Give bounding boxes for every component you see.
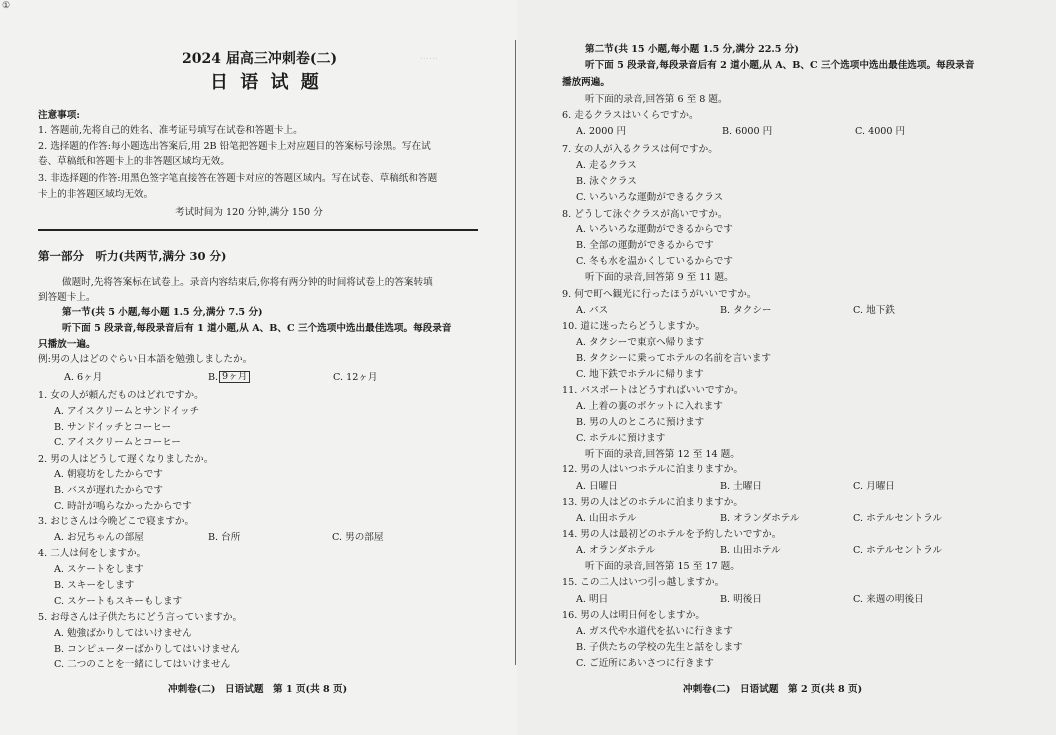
question: 1. 女の人が頼んだものはどれですか。 — [38, 390, 204, 401]
example-option: B. — [208, 372, 219, 383]
section2-intro: 听下面 5 段录音,每段录音后有 2 道小题,从 A、B、C 三个选项中选出最佳选项。每段录音 — [585, 60, 975, 71]
question: 11. パスポートはどうすればいいですか。 — [562, 385, 744, 396]
question: 15. この二人はいつ引っ越しますか。 — [562, 577, 725, 588]
group-lead: 听下面的录音,回答第 15 至 17 题。 — [585, 561, 740, 572]
option: C. いろいろな運動ができるクラス — [576, 192, 724, 203]
question: 3. おじさんは今晩どこで寝ますか。 — [38, 516, 195, 527]
example-answer-box: 9ヶ月 — [219, 371, 250, 383]
example-question: 例:男の人はどのぐらい日本語を勉強しましたか。 — [38, 354, 253, 365]
option: B. サンドイッチとコーヒー — [54, 422, 172, 433]
notes-title: 注意事项: — [38, 110, 80, 121]
option: A. タクシーで東京へ帰ります — [576, 337, 705, 348]
page-footer: 冲刺卷(二) 日语试题 第 2 页(共 8 页) — [683, 684, 863, 695]
option: B. 子供たちの学校の先生と話をします — [576, 642, 743, 653]
question: 12. 男の人はいつホテルに泊まりますか。 — [562, 464, 743, 475]
question: 9. 何で町へ観光に行ったほうがいいですか。 — [562, 289, 757, 300]
corner-mark: ① — [2, 1, 11, 11]
page-1 — [0, 0, 515, 735]
option: C. ご近所にあいさつに行きます — [576, 658, 714, 669]
exam-subtitle: 日 语 试 题 — [210, 72, 322, 93]
option: A. 山田ホテル — [576, 513, 637, 524]
option: B. コンピューターばかりしてはいけません — [54, 644, 240, 655]
option: A. スケートをします — [54, 564, 144, 575]
option: B. スキーをします — [54, 580, 135, 591]
option: C. 男の部屋 — [332, 532, 384, 543]
option: C. 地下鉄 — [853, 305, 895, 316]
option: B. 土曜日 — [720, 481, 762, 492]
group-lead: 听下面的录音,回答第 9 至 11 题。 — [585, 272, 734, 283]
section2-intro: 播放两遍。 — [562, 77, 610, 88]
option: A. 朝寝坊をしたからです — [54, 469, 163, 480]
option: B. 山田ホテル — [720, 545, 781, 556]
option: A. 勉強ばかりしてはいけません — [54, 628, 192, 639]
group-lead: 听下面的录音,回答第 6 至 8 题。 — [585, 94, 728, 105]
question: 14. 男の人は最初どのホテルを予約したいですか。 — [562, 529, 782, 540]
option: C. ホテルセントラル — [853, 545, 943, 556]
option: A. 日曜日 — [576, 481, 618, 492]
note-line: 3. 非选择题的作答:用黑色签字笔直接答在答题卡对应的答题区域内。写在试卷、草稿纸和答题 — [38, 173, 438, 184]
section1-intro: 听下面 5 段录音,每段录音后有 1 道小题,从 A、B、C 三个选项中选出最佳选项。每段录音 — [62, 323, 452, 334]
option: B. 泳ぐクラス — [576, 176, 637, 187]
option: B. 台所 — [208, 532, 241, 543]
question: 4. 二人は何をしますか。 — [38, 548, 147, 559]
option: B. オランダホテル — [720, 513, 800, 524]
section1-title: 第一节(共 5 小题,每小题 1.5 分,满分 7.5 分) — [62, 307, 263, 318]
bleed-through-text: ‥‥‥ — [420, 52, 439, 62]
question: 10. 道に迷ったらどうしますか。 — [562, 321, 706, 332]
option: A. アイスクリームとサンドイッチ — [54, 406, 200, 417]
part1-intro: 到答题卡上。 — [38, 292, 96, 303]
note-line: 2. 选择题的作答:每小题选出答案后,用 2B 铅笔把答题卡上对应题目的答案标号涂黑。写在试 — [38, 141, 431, 152]
option: A. お兄ちゃんの部屋 — [54, 532, 144, 543]
option: A. バス — [576, 305, 609, 316]
option: B. 明後日 — [720, 594, 762, 605]
note-line: 卷、草稿纸和答题卡上的非答题区域均无效。 — [38, 156, 230, 167]
question: 5. お母さんは子供たちにどう言っていますか。 — [38, 612, 243, 623]
option: C. スケートもスキーもします — [54, 596, 183, 607]
question: 8. どうして泳ぐクラスが高いですか。 — [562, 209, 728, 220]
exam-title: 2024 届高三冲刺卷(二) — [182, 51, 338, 67]
group-lead: 听下面的录音,回答第 12 至 14 题。 — [585, 449, 740, 460]
option: A. 2000 円 — [576, 126, 627, 137]
option: C. 冬も水を温かくしているからです — [576, 256, 733, 267]
part1-title: 第一部分 听力(共两节,满分 30 分) — [38, 249, 227, 263]
note-line: 1. 答题前,先将自己的姓名、准考证号填写在试卷和答题卡上。 — [38, 125, 303, 136]
part1-intro: 做题时,先将答案标在试卷上。录音内容结束后,你将有两分钟的时间将试卷上的答案转填 — [62, 277, 433, 288]
option: C. 来週の明後日 — [853, 594, 924, 605]
option: B. タクシーに乗ってホテルの名前を言います — [576, 353, 771, 364]
option: B. 全部の運動ができるからです — [576, 240, 714, 251]
option: A. 上着の裏のポケットに入れます — [576, 401, 723, 412]
option: A. 明日 — [576, 594, 609, 605]
notes-divider — [38, 229, 478, 231]
option: C. アイスクリームとコーヒー — [54, 437, 181, 448]
option: C. 二つのことを一緒にしてはいけません — [54, 659, 231, 670]
question: 13. 男の人はどのホテルに泊まりますか。 — [562, 497, 743, 508]
section2-title: 第二节(共 15 小题,每小题 1.5 分,满分 22.5 分) — [585, 44, 799, 55]
option: C. 地下鉄でホテルに帰ります — [576, 369, 704, 380]
question: 7. 女の人が入るクラスは何ですか。 — [562, 144, 718, 155]
option: C. 4000 円 — [855, 126, 906, 137]
question: 16. 男の人は明日何をしますか。 — [562, 610, 706, 621]
option: C. 時計が鳴らなかったからです — [54, 501, 192, 512]
option: B. タクシー — [720, 305, 772, 316]
option: B. 男の人のところに預けます — [576, 417, 705, 428]
option: A. いろいろな運動ができるからです — [576, 224, 733, 235]
page-footer: 冲刺卷(二) 日语试题 第 1 页(共 8 页) — [168, 684, 348, 695]
question: 2. 男の人はどうして遅くなりましたか。 — [38, 454, 214, 465]
option: A. オランダホテル — [576, 545, 656, 556]
option: C. ホテルに預けます — [576, 433, 666, 444]
question: 6. 走るクラスはいくらですか。 — [562, 110, 699, 121]
option: C. ホテルセントラル — [853, 513, 943, 524]
example-option: A. 6ヶ月 — [64, 372, 103, 383]
exam-time: 考试时间为 120 分钟,满分 150 分 — [175, 207, 323, 218]
option: B. 6000 円 — [722, 126, 773, 137]
option: B. バスが遅れたからです — [54, 485, 163, 496]
option: A. ガス代や水道代を払いに行きます — [576, 626, 733, 637]
note-line: 卡上的非答题区域均无效。 — [38, 189, 154, 200]
page-2 — [517, 0, 1056, 735]
option: A. 走るクラス — [576, 160, 637, 171]
page-divider — [515, 40, 516, 665]
section1-intro: 只播放一遍。 — [38, 339, 96, 350]
example-option: C. 12ヶ月 — [333, 372, 378, 383]
option: C. 月曜日 — [853, 481, 895, 492]
